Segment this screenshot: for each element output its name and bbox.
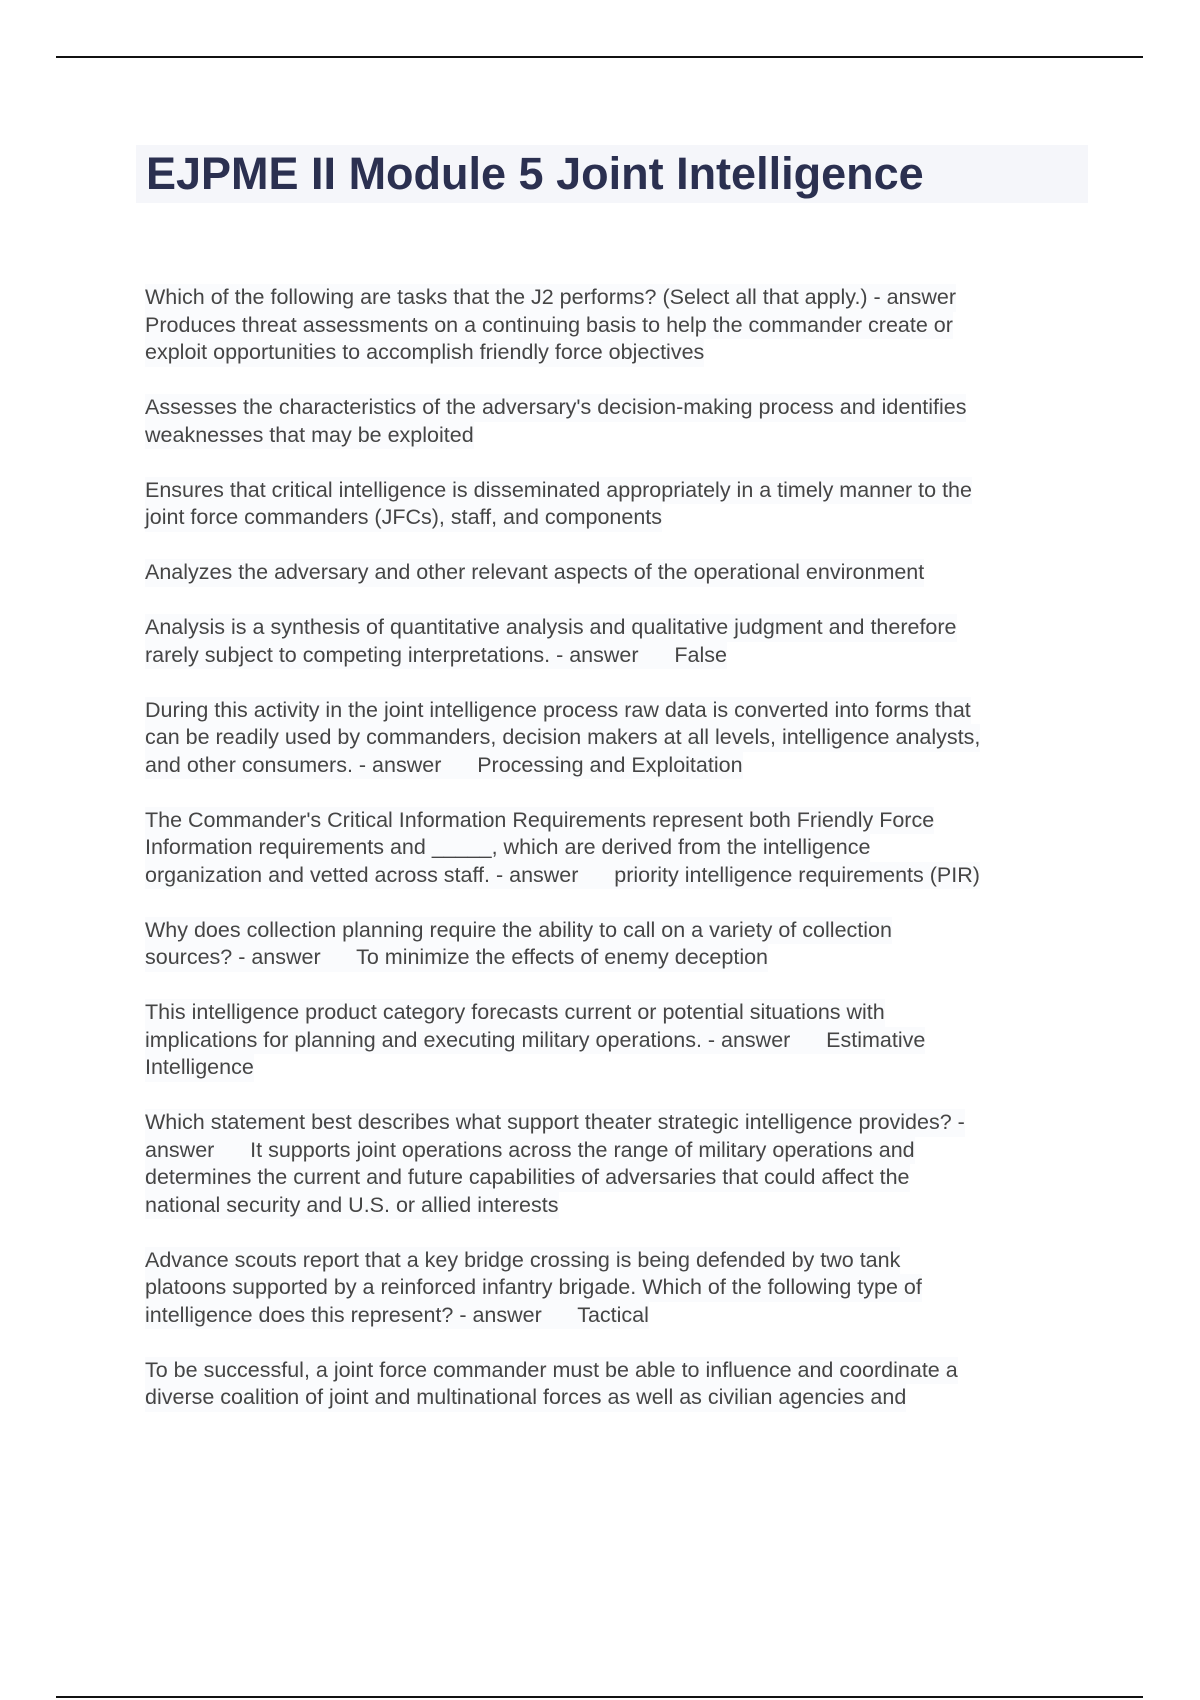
text-line: Analyzes the adversary and other relevant aspects of the operational environment [145,559,924,587]
text-line: Produces threat assessments on a continuing basis to help the commander create or [145,312,953,340]
text-line: During this activity in the joint intelligence process raw data is converted into forms that [145,697,971,725]
text-line: Ensures that critical intelligence is disseminated appropriately in a timely manner to the [145,477,972,505]
qa-paragraph [145,1357,1095,1412]
text-line: Intelligence [145,1054,254,1082]
text-line: To be successful, a joint force commander must be able to influence and coordinate a [145,1357,958,1385]
text-line: Advance scouts report that a key bridge crossing is being defended by two tank [145,1247,900,1275]
text-line: and other consumers. - answer Processing and Exploitation [145,752,743,780]
qa-paragraph [145,807,1095,890]
text-line: This intelligence product category forecasts current or potential situations with [145,999,885,1027]
text-line: The Commander's Critical Information Requirements represent both Friendly Force [145,807,934,835]
qa-paragraph [145,999,1095,1082]
qa-paragraph [145,477,1095,532]
text-line: joint force commanders (JFCs), staff, and components [145,504,662,532]
text-line: determines the current and future capabilities of adversaries that could affect the [145,1164,910,1192]
text-line: Analysis is a synthesis of quantitative analysis and qualitative judgment and therefore [145,614,957,642]
qa-paragraph [145,1109,1095,1219]
text-line: diverse coalition of joint and multinational forces as well as civilian agencies and [145,1384,906,1412]
text-line: rarely subject to competing interpretations. - answer False [145,642,727,670]
document-body [145,284,1095,1439]
qa-paragraph [145,917,1095,972]
page-title: EJPME II Module 5 Joint Intelligence [136,145,1088,203]
text-line: answer It supports joint operations across the range of military operations and [145,1137,915,1165]
qa-paragraph [145,559,1095,587]
text-line: organization and vetted across staff. - answer priority intelligence requirements (PIR) [145,862,980,890]
text-line: Assesses the characteristics of the adversary's decision-making process and identifies [145,394,966,422]
text-line: weaknesses that may be exploited [145,422,474,450]
qa-paragraph [145,1247,1095,1330]
text-line: Information requirements and _____, which are derived from the intelligence [145,834,870,862]
top-rule [56,56,1143,58]
qa-paragraph [145,284,1095,367]
text-line: national security and U.S. or allied interests [145,1192,559,1220]
qa-paragraph [145,697,1095,780]
text-line: Why does collection planning require the ability to call on a variety of collection [145,917,892,945]
text-line: sources? - answer To minimize the effects of enemy deception [145,944,768,972]
qa-paragraph [145,394,1095,449]
text-line: platoons supported by a reinforced infantry brigade. Which of the following type of [145,1274,922,1302]
bottom-rule [56,1696,1143,1698]
qa-paragraph [145,614,1095,669]
text-line: implications for planning and executing military operations. - answer Estimative [145,1027,925,1055]
text-line: can be readily used by commanders, decision makers at all levels, intelligence analysts, [145,724,980,752]
text-line: exploit opportunities to accomplish friendly force objectives [145,339,704,367]
text-line: Which statement best describes what support theater strategic intelligence provides? - [145,1109,965,1137]
text-line: intelligence does this represent? - answer Tactical [145,1302,649,1330]
text-line: Which of the following are tasks that the J2 performs? (Select all that apply.) - answer [145,284,956,312]
